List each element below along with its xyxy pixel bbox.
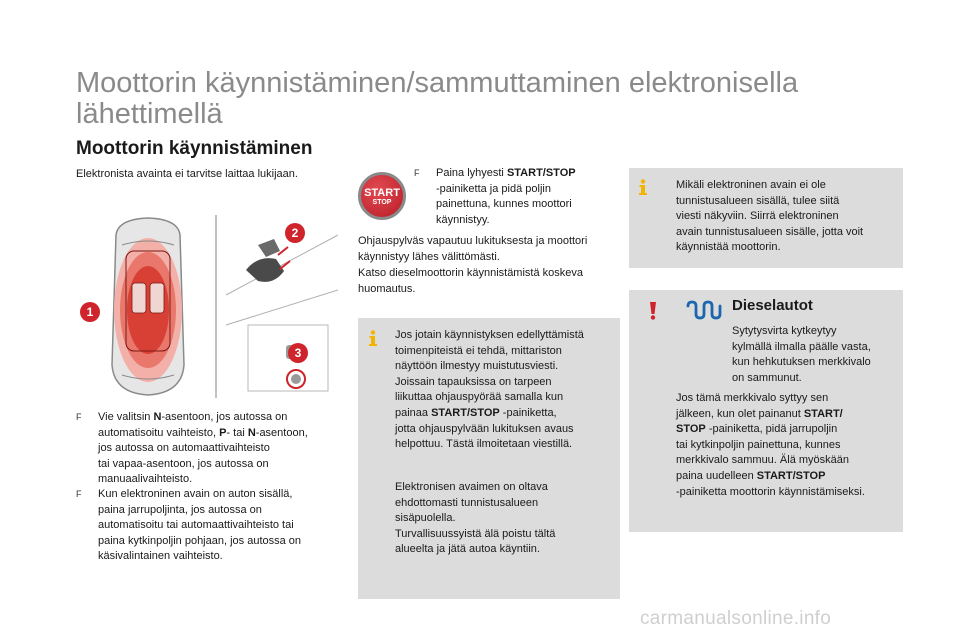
bullet-marker: F: [414, 168, 420, 178]
paragraph-diesel-note: Katso dieselmoottorin käynnistämistä koskeva huomautus.: [358, 267, 583, 295]
glow-plug-icon: [684, 300, 726, 328]
page-title: Moottorin käynnistäminen/sammuttaminen elektronisella lähettimellä: [76, 67, 799, 130]
label-2: 2: [285, 223, 305, 243]
diesel-box: Sytytysvirta kytkeytyy kylmällä ilmalla päälle vasta, kun hehkutuksen merkkivalo on sammunut. Jos tämä merkkivalo syttyy sen jälkeen, kun olet painanut START/ STOP -painiketta, pidä jarrupoljin tai kytkinpoljin painettuna, kunnes merkkivalo sammuu. Älä myöskään paina uudelleen START/STOP -painiketta moottorin käynnistämiseksi.: [629, 290, 903, 532]
diesel-heading: Dieselautot: [732, 297, 813, 314]
paragraph-steering: Ohjauspylväs vapautuu lukituksesta ja moottori käynnistyy lähes välittömästi.: [358, 235, 588, 263]
label-1: 1: [80, 302, 100, 322]
info-box-key-outside: Mikäli elektroninen avain ei ole tunnistusalueen sisällä, tulee siitä viesti näkyviin. Siirrä elektroninen avain tunnistusalueen sisälle, jotta voit käynnistää moottorin.: [629, 168, 903, 268]
warning-exclamation-icon: [646, 302, 660, 320]
section-title: Moottorin käynnistäminen: [76, 138, 313, 159]
start-stop-button-icon: START STOP: [358, 172, 406, 220]
label-3: 3: [288, 343, 308, 363]
info-icon: [637, 179, 649, 195]
info-box-reminder: Jos jotain käynnistyksen edellyttämistä toimenpiteistä ei tehdä, mittariston näyttöön ilmestyy muistutusviesti. Joissain tapauksissa on tarpeen liikuttaa ohjauspyörää samalla kun painaa START/STOP -painiketta, jotta ohjauspylvään lukituksen avaus helpottuu. Tästä ilmoitetaan viestillä. Elektronisen avaimen on oltava ehdottomasti tunnistusalueen sisäpuolella. Turvallisuussyistä älä poistu tältä alueelta ja jätä autoa käyntiin.: [358, 318, 620, 599]
footer-watermark: carmanualsonline.info: [640, 608, 832, 629]
intro-text: Elektronista avainta ei tarvitse laittaa lukijaan.: [76, 168, 298, 180]
bullet-marker: F: [76, 489, 82, 499]
car-illustration: [98, 215, 338, 398]
bullet-marker: F: [76, 412, 82, 422]
info-icon: [367, 330, 379, 346]
